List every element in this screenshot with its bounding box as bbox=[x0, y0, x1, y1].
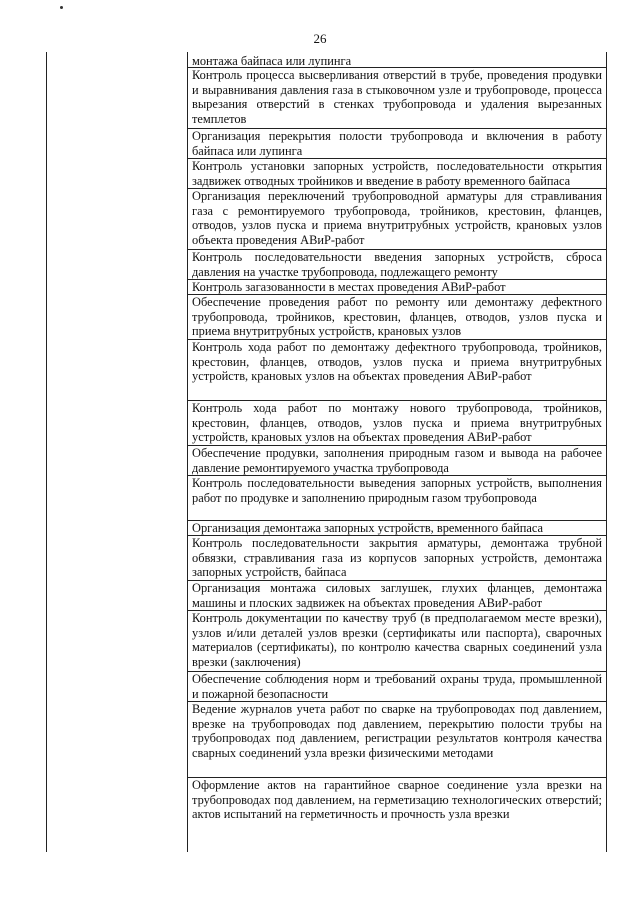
table-row: Обеспечение проведения работ по ремонту или демонтажу дефектного трубопровода, тройников, крестовин, фланцев, отводов, узлов пуска и приема внутритрубных устройств, крановых узлов bbox=[188, 295, 606, 340]
table-row: монтажа байпаса или лупинга bbox=[188, 52, 606, 68]
table-row: Ведение журналов учета работ по сварке на трубопроводах под давлением, врезке на трубопроводах под давлением, перекрытию полости трубы на трубопроводах под давлением, регистрации результатов контроля качества сварных соединений узла врезки физическими методами bbox=[188, 702, 606, 778]
table-row: Обеспечение соблюдения норм и требований охраны труда, промышленной и пожарной безопасности bbox=[188, 672, 606, 702]
table-row: Организация монтажа силовых заглушек, глухих фланцев, демонтажа машины и плоских задвижек на объектах проведения АВиР-работ bbox=[188, 581, 606, 611]
table-row: Организация перекрытия полости трубопровода и включения в работу байпаса или лупинга bbox=[188, 129, 606, 159]
table-row: Контроль хода работ по монтажу нового трубопровода, тройников, крестовин, фланцев, отводов, узлов пуска и приема внутритрубных устройств, крановых узлов на объектах проведения АВиР-работ bbox=[188, 401, 606, 446]
table-row: Контроль последовательности выведения запорных устройств, выполнения работ по продувке и заполнению природным газом трубопровода bbox=[188, 476, 606, 521]
duties-table bbox=[46, 52, 607, 852]
table-row: Оформление актов на гарантийное сварное соединение узла врезки на трубопроводах под давлением, на герметизацию технологических отверстий; актов испытаний на герметичность и прочность узла врезки bbox=[192, 778, 602, 822]
table-row: Организация демонтажа запорных устройств, временного байпаса bbox=[188, 521, 606, 536]
table-row: Контроль процесса высверливания отверстий в трубе, проведения продувки и выравнивания давления газа в стыковочном узле и трубопроводе, процесса вырезания отверстий в стенках трубопровода и удаления вырезанных темплетов bbox=[188, 68, 606, 129]
table-row: Контроль загазованности в местах проведения АВиР-работ bbox=[188, 280, 606, 295]
table-row: Контроль документации по качеству труб (в предполагаемом месте врезки), узлов и/или деталей узлов врезки (сертификаты или паспорта), сварочных материалов (сертификаты), по контролю качества сварных соединений узла врезки (заключения) bbox=[188, 611, 606, 672]
table-row: Контроль последовательности закрытия арматуры, демонтажа трубной обвязки, стравливания газа из корпусов запорных устройств, демонтажа запорных устройств, байпаса bbox=[188, 536, 606, 581]
table-row: Контроль последовательности введения запорных устройств, сброса давления на участке трубопровода, подлежащего ремонту bbox=[188, 250, 606, 280]
scan-mark bbox=[60, 6, 63, 9]
duties-column bbox=[188, 52, 606, 822]
page-number: 26 bbox=[313, 31, 327, 46]
table-row: Обеспечение продувки, заполнения природным газом и вывода на рабочее давление ремонтируемого участка трубопровода bbox=[188, 446, 606, 476]
table-row: Организация переключений трубопроводной арматуры для стравливания газа с ремонтируемого трубопровода, тройников, крестовин, фланцев, отводов, узлов пуска и приема внутритрубных устройств, крановых узлов объекта проведения АВиР-работ bbox=[188, 189, 606, 250]
table-row: Контроль установки запорных устройств, последовательности открытия задвижек отводных тройников и введение в работу временного байпаса bbox=[188, 159, 606, 189]
table-row: Контроль хода работ по демонтажу дефектного трубопровода, тройников, крестовин, фланцев, отводов, узлов пуска и приема внутритрубных устройств, крановых узлов на объектах проведения АВиР-работ bbox=[188, 340, 606, 401]
